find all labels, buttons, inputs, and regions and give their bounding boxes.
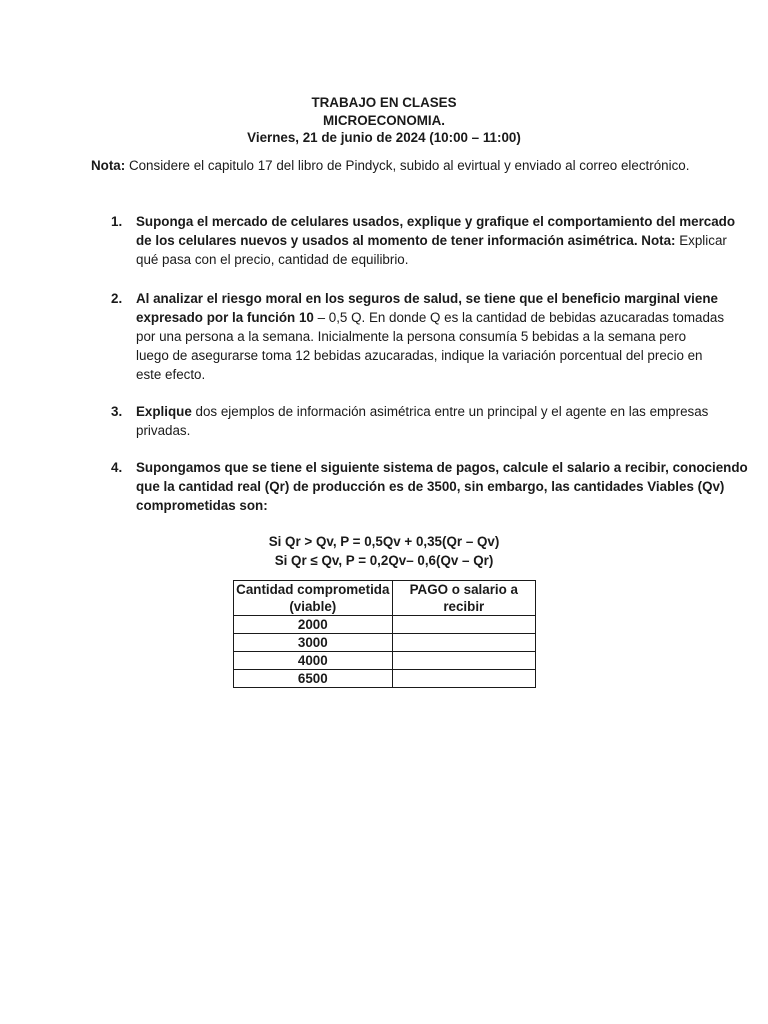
payment-formulas <box>0 532 768 570</box>
question-text: – 0,5 Q. En donde Q es la cantidad de bebidas azucaradas tomadas <box>313 310 725 325</box>
table-cell-payment[interactable] <box>392 670 535 688</box>
table-cell-payment[interactable] <box>392 616 535 634</box>
column-header-quantity <box>234 581 393 616</box>
table-cell-quantity: 6500 <box>234 670 393 688</box>
table-cell-quantity: 2000 <box>234 616 393 634</box>
payment-table <box>233 580 536 688</box>
question-line: privadas. <box>136 423 191 438</box>
question-body <box>136 289 725 384</box>
formula-line: Si Qr ≤ Qv, P = 0,2Qv– 0,6(Qv – Qr) <box>274 553 494 568</box>
question-line <box>136 402 709 421</box>
question-line: Supongamos que se tiene el siguiente sistema de pagos, calcule el salario a recibir, conociendo <box>136 460 748 475</box>
question-line: luego de asegurarse toma 12 bebidas azucaradas, indique la variación porcentual del precio en <box>136 348 703 363</box>
question-text: Explicar <box>675 233 727 248</box>
question-line: Suponga el mercado de celulares usados, explique y grafique el comportamiento del mercado <box>136 214 736 229</box>
question-line: este efecto. <box>136 367 206 382</box>
question-number: 4. <box>111 460 123 475</box>
question-body <box>136 212 736 269</box>
table-cell-quantity: 3000 <box>234 634 393 652</box>
question-number: 1. <box>111 214 123 229</box>
document-header <box>0 94 768 147</box>
table-cell-payment[interactable] <box>392 652 535 670</box>
table-row <box>234 616 536 634</box>
formula-line: Si Qr > Qv, P = 0,5Qv + 0,35(Qr – Qv) <box>268 534 500 549</box>
question-number: 3. <box>111 404 123 419</box>
table-row <box>234 634 536 652</box>
question-line: que la cantidad real (Qr) de producción es de 3500, sin embargo, las cantidades Viables (Qv) <box>136 479 725 494</box>
header-subject: MICROECONOMIA. <box>323 112 445 128</box>
header-text: recibir <box>443 599 485 614</box>
question-body <box>136 458 748 515</box>
column-header-payment <box>392 581 535 616</box>
header-text: Cantidad comprometida <box>236 582 390 597</box>
table-cell-quantity: 4000 <box>234 652 393 670</box>
question-text: dos ejemplos de información asimétrica entre un principal y el agente en las empresas <box>191 404 709 419</box>
question-bold-text: de los celulares nuevos y usados al momento de tener información asimétrica. Nota: <box>136 233 676 248</box>
table-cell-payment[interactable] <box>392 634 535 652</box>
question-line: por una persona a la semana. Inicialmente la persona consumía 5 bebidas a la semana pero <box>136 329 687 344</box>
question-line <box>136 231 727 250</box>
question-bold-text: expresado por la función 10 <box>136 310 314 325</box>
note-label: Nota: <box>91 158 126 173</box>
header-date: Viernes, 21 de junio de 2024 (10:00 – 11:00) <box>247 130 521 145</box>
table-row <box>234 652 536 670</box>
table-header-row <box>234 581 536 616</box>
header-text: (viable) <box>289 599 337 614</box>
question-line: qué pasa con el precio, cantidad de equilibrio. <box>136 252 409 267</box>
note-text: Considere el capitulo 17 del libro de Pindyck, subido al evirtual y enviado al correo electrónico. <box>125 158 690 173</box>
note-paragraph <box>91 156 711 175</box>
question-bold-text: Explique <box>136 404 192 419</box>
question-line: Al analizar el riesgo moral en los seguros de salud, se tiene que el beneficio marginal viene <box>136 291 718 306</box>
header-title: TRABAJO EN CLASES <box>311 95 457 110</box>
question-line: comprometidas son: <box>136 498 268 513</box>
question-body <box>136 402 709 440</box>
question-line <box>136 308 725 327</box>
table-row <box>234 670 536 688</box>
question-number: 2. <box>111 291 123 306</box>
header-text: PAGO o salario a <box>409 582 518 597</box>
